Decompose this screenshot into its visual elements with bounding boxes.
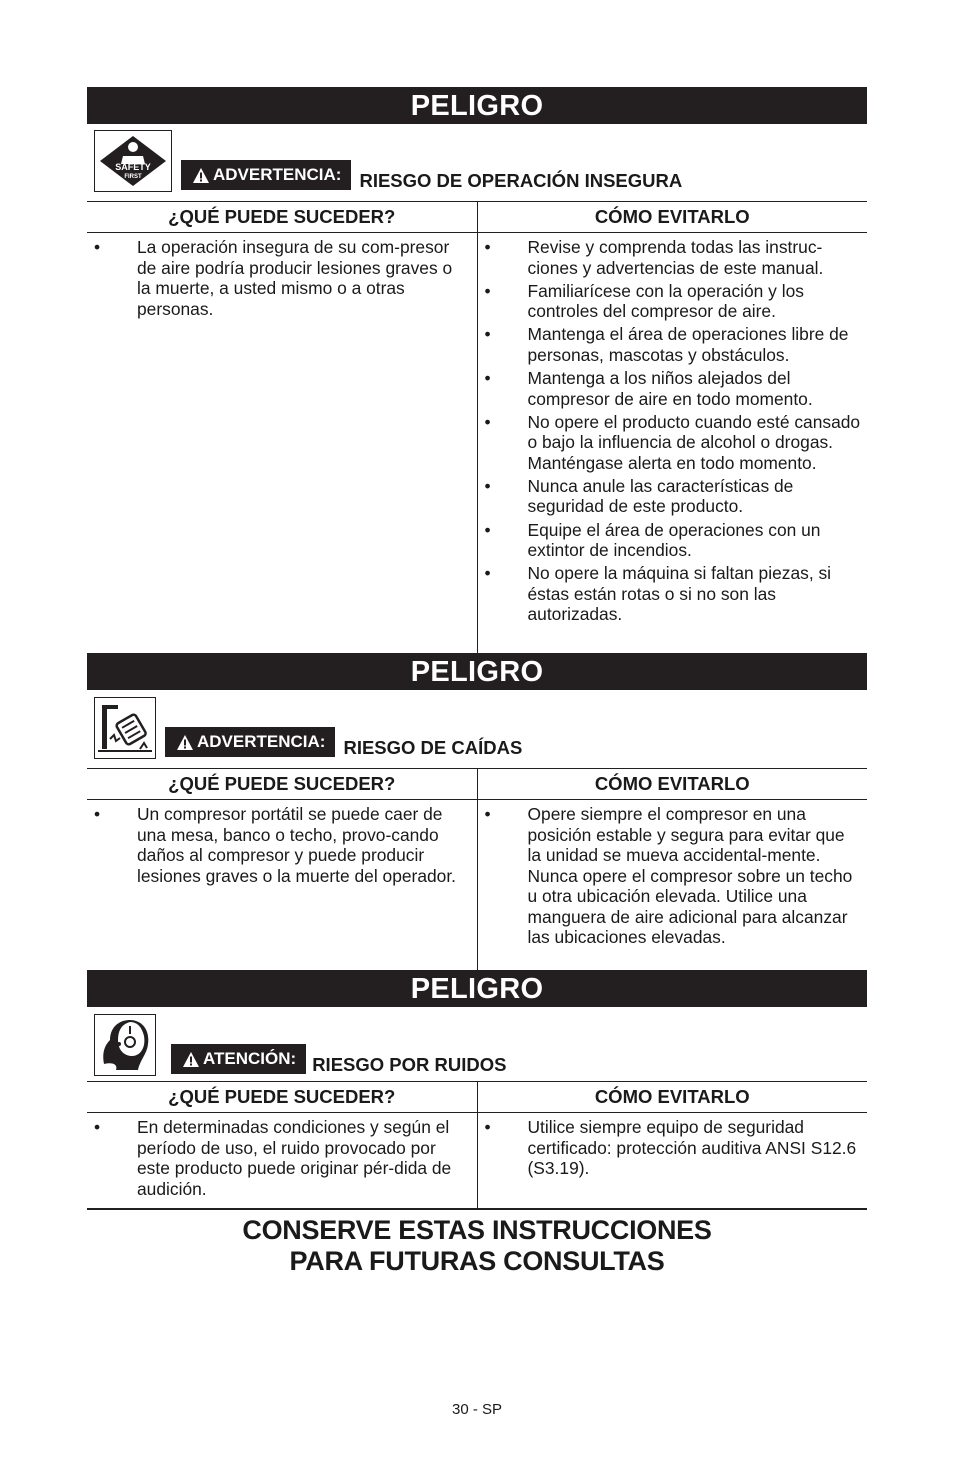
danger-banner: PELIGRO — [87, 87, 867, 124]
list-item: • No opere la máquina si faltan piezas, si éstas están rotas o si no son las autorizadas. — [478, 563, 868, 625]
list-item: • Revise y comprenda todas las instruc-ciones y advertencias de este manual. — [478, 237, 868, 278]
closing-line-1: CONSERVE ESTAS INSTRUCCIONES — [242, 1214, 712, 1245]
hazard-section-operation — [87, 87, 867, 653]
hazard-section-noise — [87, 970, 867, 1210]
prevention-list — [478, 237, 868, 625]
page-number: 30 - SP — [451, 1401, 503, 1418]
warning-triangle-icon — [177, 735, 193, 750]
safety-first-icon — [94, 130, 172, 192]
list-item: • Equipe el área de operaciones con un extintor de incendios. — [478, 520, 868, 561]
closing-notice — [87, 1215, 867, 1277]
falling-compressor-icon — [94, 697, 156, 759]
warning-triangle-icon — [183, 1052, 199, 1067]
signal-word-badge — [181, 160, 351, 190]
list-item: • Nunca anule las características de seguridad de este producto. — [478, 476, 868, 517]
consequence-list — [87, 1117, 477, 1199]
closing-line-2: PARA FUTURAS CONSULTAS — [289, 1245, 665, 1276]
list-item: • Un compresor portátil se puede caer de una mesa, banco o techo, provo-cando daños al compresor y puede producir lesiones graves o la muerte del operador. — [87, 804, 477, 886]
list-item: • Utilice siempre equipo de seguridad certificado: protección auditiva ANSI S12.6 (S3.19). — [478, 1117, 868, 1179]
hazard-header — [87, 130, 867, 192]
hazard-title: RIESGO DE CAÍDAS — [343, 737, 523, 758]
hearing-protection-icon — [94, 1014, 156, 1076]
list-item: • La operación insegura de su com-presor de aire podría producir lesiones graves o la muerte, a usted mismo o a otras personas. — [87, 237, 477, 319]
column-header-avoid: CÓMO EVITARLO — [477, 1082, 867, 1113]
column-header-what: ¿QUÉ PUEDE SUCEDER? — [87, 202, 477, 233]
list-item: • Opere siempre el compresor en una posición estable y segura para evitar que la unidad se mueva accidental-mente. Nunca opere el compresor sobre un techo u otra ubicación elevada. Utilice una manguera de aire adicional para alcanzar las ubicaciones elevadas. — [478, 804, 868, 948]
warning-triangle-icon — [193, 168, 209, 183]
column-header-what: ¿QUÉ PUEDE SUCEDER? — [87, 1082, 477, 1113]
safety-icon-text-2: FIRST — [124, 174, 142, 180]
list-item: • Mantenga a los niños alejados del compresor de aire en todo momento. — [478, 368, 868, 409]
hazard-header — [87, 697, 867, 759]
hazard-section-falling — [87, 653, 867, 970]
list-item: • Mantenga el área de operaciones libre de personas, mascotas y obstáculos. — [478, 324, 868, 365]
hazard-table — [87, 201, 867, 653]
hazard-header — [87, 1014, 867, 1076]
column-header-what: ¿QUÉ PUEDE SUCEDER? — [87, 769, 477, 800]
hazard-table — [87, 1081, 867, 1210]
signal-word-badge — [171, 1044, 306, 1074]
prevention-list — [478, 804, 868, 948]
consequence-list — [87, 237, 477, 319]
danger-banner: PELIGRO — [87, 653, 867, 690]
column-header-avoid: CÓMO EVITARLO — [477, 202, 867, 233]
signal-word: ADVERTENCIA: — [213, 165, 342, 184]
consequence-list — [87, 804, 477, 886]
safety-icon-text-1: SAFETY — [115, 162, 151, 172]
danger-banner: PELIGRO — [87, 970, 867, 1007]
signal-word: ATENCIÓN: — [203, 1049, 297, 1068]
hazard-title: RIESGO POR RUIDOS — [312, 1054, 507, 1075]
list-item: • No opere el producto cuando esté cansado o bajo la influencia de alcohol o drogas. Manténgase alerta en todo momento. — [478, 412, 868, 474]
hazard-title: RIESGO DE OPERACIÓN INSEGURA — [359, 170, 683, 191]
signal-word: ADVERTENCIA: — [197, 732, 326, 751]
signal-word-badge — [165, 727, 335, 757]
column-header-avoid: CÓMO EVITARLO — [477, 769, 867, 800]
prevention-list — [478, 1117, 868, 1179]
list-item: • Familiarícese con la operación y los controles del compresor de aire. — [478, 281, 868, 322]
hazard-table — [87, 768, 867, 970]
safety-page — [87, 87, 867, 1277]
list-item: • En determinadas condiciones y según el período de uso, el ruido provocado por este producto puede originar pér-dida de audición. — [87, 1117, 477, 1199]
